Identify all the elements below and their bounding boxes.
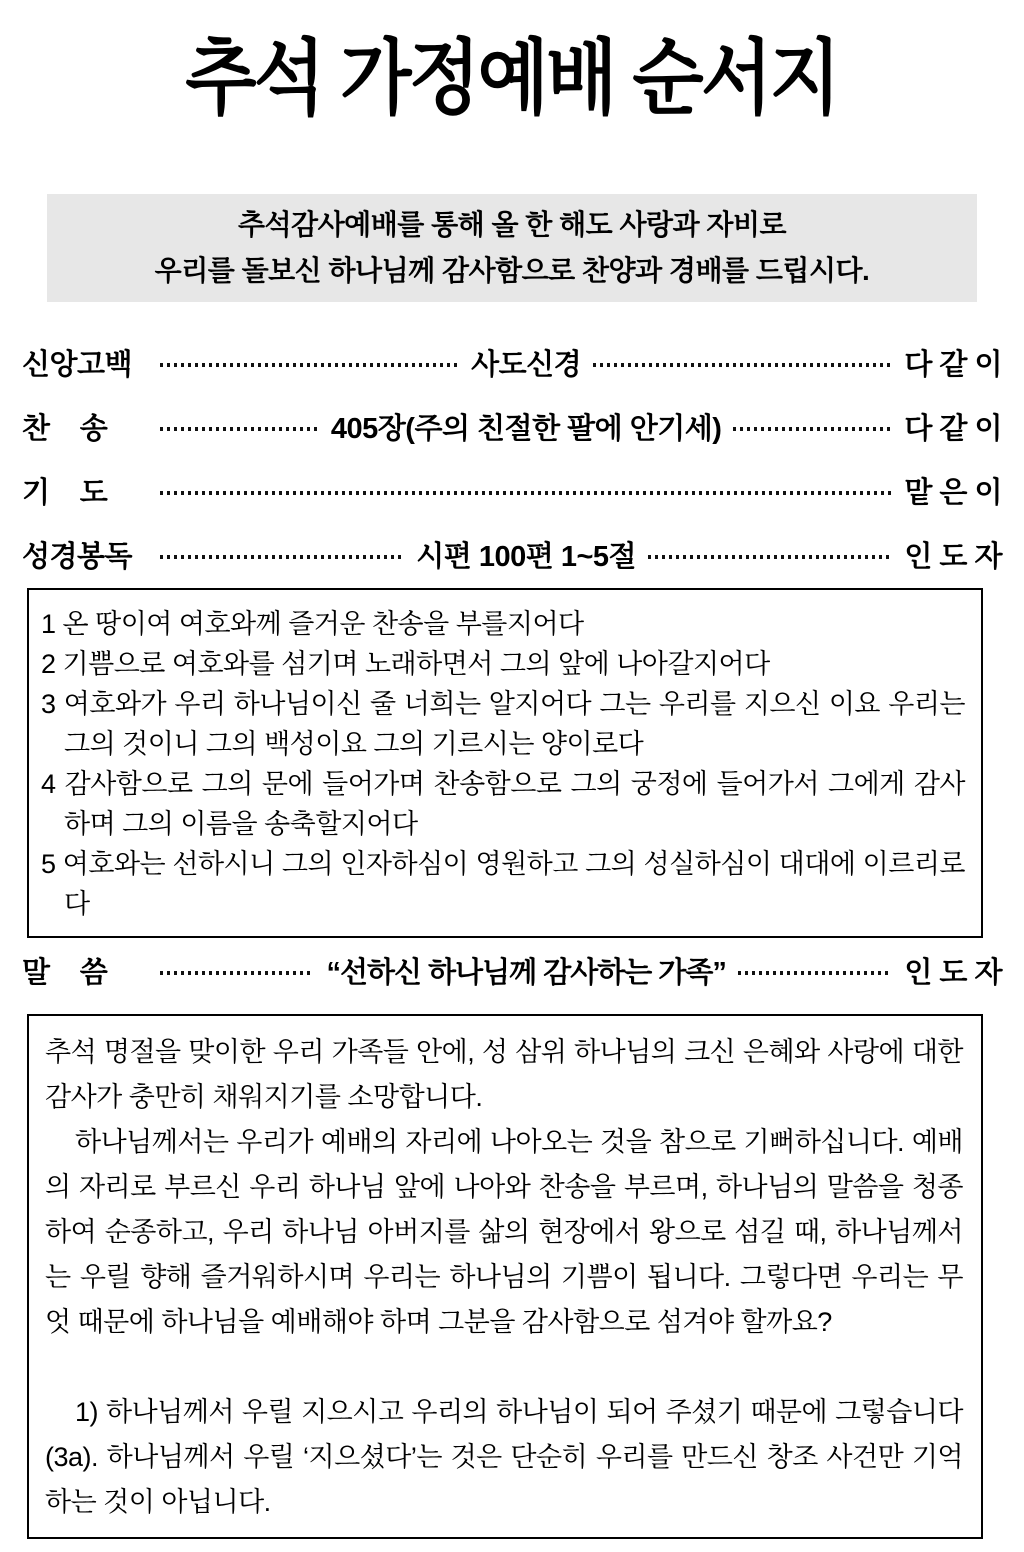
- page-title: 추석 가정예배 순서지: [185, 33, 839, 124]
- order-row-scripture-reading: [22, 522, 1002, 586]
- scripture-verse-4: [41, 764, 965, 844]
- order-performer: 다 같 이: [904, 348, 1003, 381]
- dotted-leader: [648, 555, 892, 559]
- dotted-leader: [160, 427, 319, 431]
- order-performer: 맡 은 이: [904, 476, 1002, 509]
- order-of-service: [22, 330, 1002, 586]
- intro-line-2: 우리를 돌보신 하나님께 감사함으로 찬양과 경배를 드립시다.: [154, 255, 870, 286]
- order-label: 신앙고백: [22, 348, 133, 381]
- scripture-verse-3: [41, 684, 965, 764]
- verse-number: 2: [41, 649, 56, 679]
- order-label: 찬 송: [22, 412, 108, 445]
- dotted-leader: [160, 363, 459, 367]
- title-wrap: [0, 34, 1024, 124]
- intro-line-1: 추석감사예배를 통해 올 한 해도 사랑과 자비로: [237, 209, 787, 240]
- order-row-hymn: [22, 394, 1002, 458]
- dotted-leader: [160, 971, 314, 975]
- dotted-leader: [160, 555, 404, 559]
- verse-text: 감사함으로 그의 문에 들어가며 찬송함으로 그의 궁정에 들어가서 그에게 감사하며 그의 이름을 송축할지어다: [64, 769, 965, 839]
- verse-text: 여호와는 선하시니 그의 인자하심이 영원하고 그의 성실하심이 대대에 이르리로다: [62, 849, 965, 919]
- verse-text: 여호와가 우리 하나님이신 줄 너희는 알지어다 그는 우리를 지으신 이요 우리는 그의 것이니 그의 백성이요 그의 기르시는 양이로다: [63, 689, 965, 759]
- order-label: 말 씀: [22, 956, 108, 989]
- intro-banner: [47, 194, 977, 302]
- scripture-box: [27, 588, 983, 938]
- dotted-leader: [593, 363, 892, 367]
- sermon-paragraph-2: 하나님께서는 우리가 예배의 자리에 나아오는 것을 참으로 기뻐하십니다. 예배의 자리로 부르신 우리 하나님 앞에 나아와 찬송을 부르며, 하나님의 말씀을 청종하여 순종하고, 우리 하나님 아버지를 삶의 현장에서 왕으로 섬길 때, 하나님께서는 우릴 향해 즐거워하시며 우리는 하나님의 기쁨이 됩니다. 그렇다면 우리는 무엇 때문에 하나님을 예배해야 하며 그분을 감사함으로 섬겨야 할까요?: [45, 1127, 963, 1337]
- order-row-message: [22, 938, 1002, 1002]
- order-middle: 시편 100편 1~5절: [416, 540, 637, 573]
- sermon-box: [27, 1014, 983, 1539]
- verse-number: 5: [41, 849, 56, 879]
- dotted-leader: [738, 971, 892, 975]
- sermon-title: “선하신 하나님께 감사하는 가족”: [326, 956, 726, 989]
- dotted-leader: [733, 427, 892, 431]
- order-middle: 405장(주의 친절한 팔에 안기세): [330, 412, 722, 445]
- sermon-paragraph-1: 추석 명절을 맞이한 우리 가족들 안에, 성 삼위 하나님의 크신 은혜와 사랑에 대한 감사가 충만히 채워지기를 소망합니다.: [45, 1037, 963, 1112]
- order-label: 성경봉독: [22, 540, 133, 573]
- order-row-prayer: [22, 458, 1002, 522]
- scripture-verse-5: [41, 844, 965, 924]
- verse-text: 기쁨으로 여호와를 섬기며 노래하면서 그의 앞에 나아갈지어다: [62, 649, 770, 679]
- verse-number: 1: [41, 609, 56, 639]
- order-performer: 다 같 이: [904, 412, 1003, 445]
- verse-number: 4: [41, 769, 56, 799]
- order-middle: 사도신경: [471, 348, 582, 381]
- sermon-paragraph-3: 1) 하나님께서 우릴 지으시고 우리의 하나님이 되어 주셨기 때문에 그렇습니다(3a). 하나님께서 우릴 ‘지으셨다’는 것은 단순히 우리를 만드신 창조 사건만 기억하는 것이 아닙니다.: [45, 1397, 963, 1517]
- scripture-verse-2: [41, 644, 965, 684]
- message-row-wrap: [22, 938, 1002, 1002]
- scripture-verse-1: [41, 604, 965, 644]
- dotted-leader: [160, 491, 892, 495]
- verse-text: 온 땅이여 여호와께 즐거운 찬송을 부를지어다: [62, 609, 584, 639]
- order-performer: 인 도 자: [904, 956, 1002, 989]
- order-row-confession: [22, 330, 1002, 394]
- verse-number: 3: [41, 689, 56, 719]
- order-performer: 인 도 자: [904, 540, 1003, 573]
- order-label: 기 도: [22, 476, 108, 509]
